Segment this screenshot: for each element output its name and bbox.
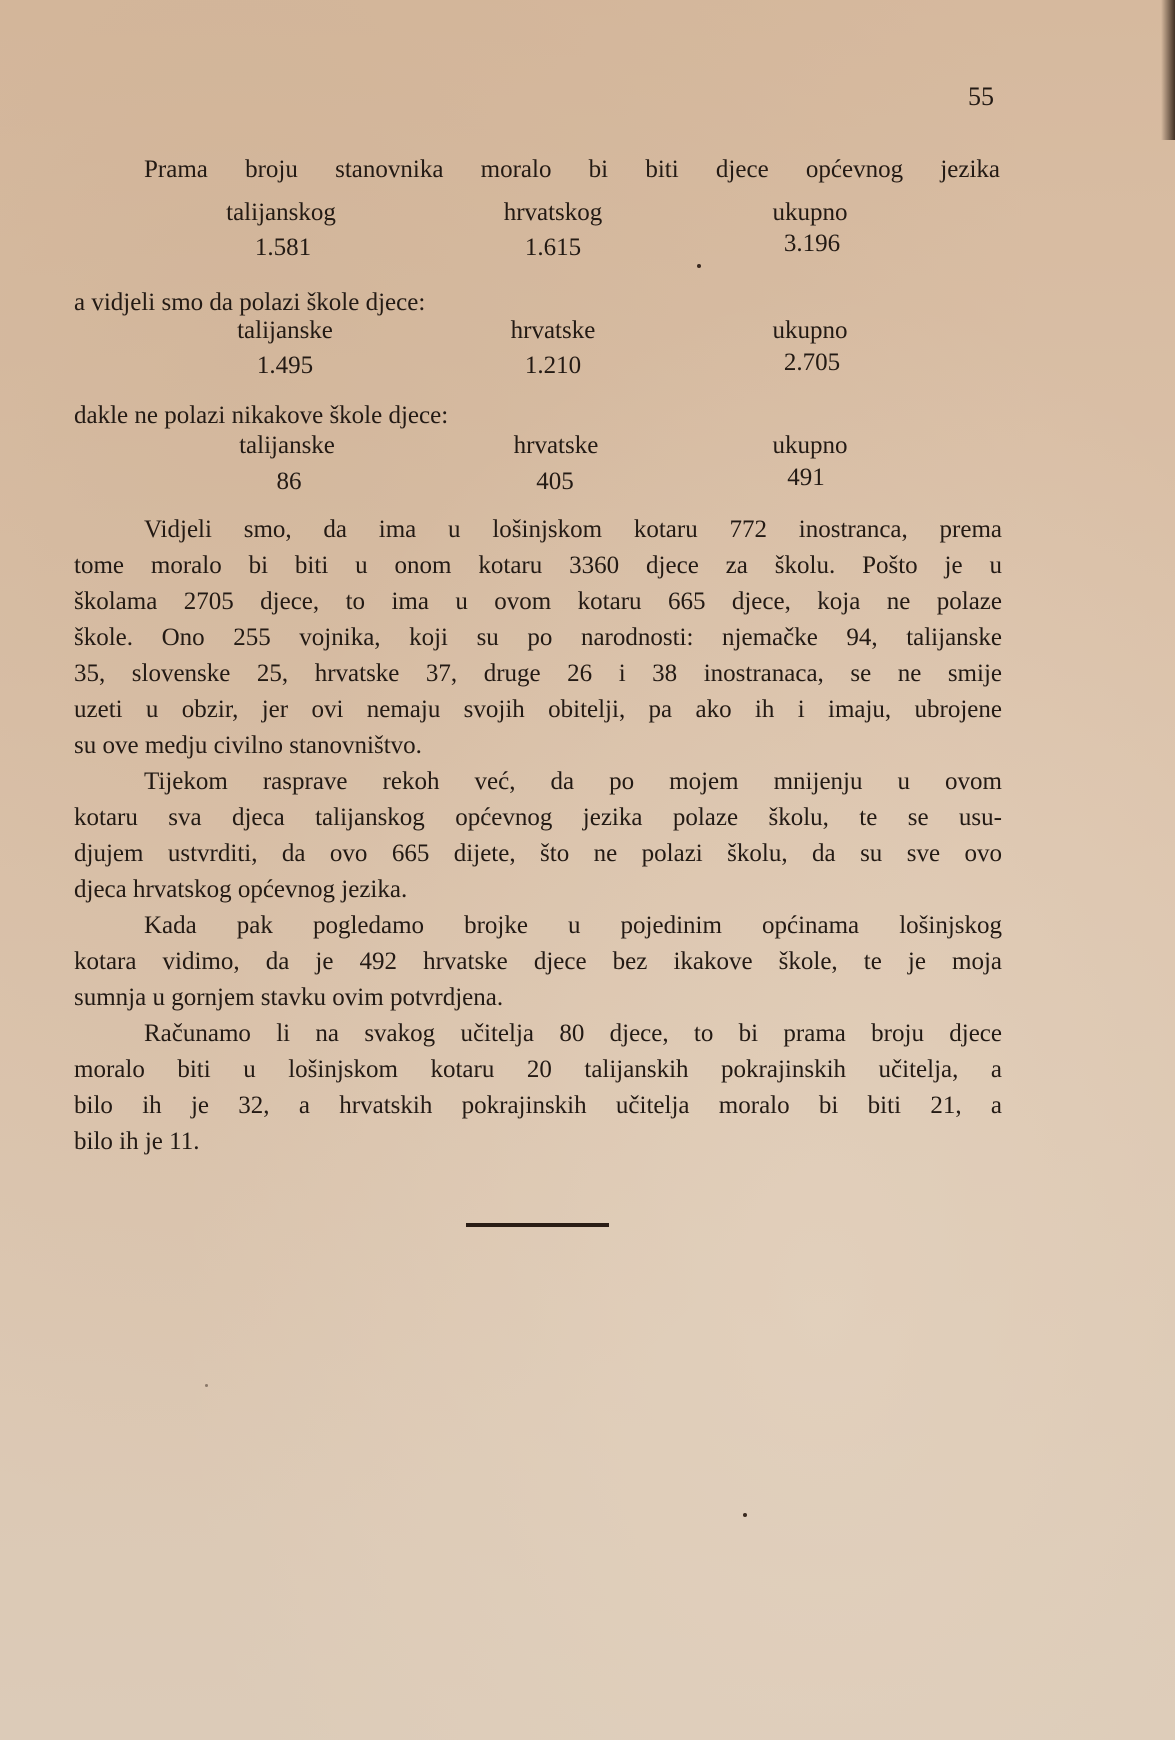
page-edge-shadow <box>1161 0 1175 140</box>
page-number: 55 <box>968 82 994 111</box>
table3-value-italian: 86 <box>276 468 302 495</box>
paragraph-line: školama 2705 djece, to ima u ovom kotaru 665 djece, koja ne polaze <box>74 588 1002 615</box>
line-not-attending-school: dakle ne polazi nikakove škole djece: <box>74 402 449 429</box>
paragraph-line: moralo biti u lošinjskom kotaru 20 talijanskih pokrajinskih učitelja, a <box>74 1056 1002 1083</box>
paragraph-line: Računamo li na svakog učitelja 80 djece, to bi prama broju djece <box>144 1020 1002 1047</box>
table2-header-total: ukupno <box>772 317 848 344</box>
table3-header-total: ukupno <box>772 432 848 459</box>
paragraph-line: su ove medju civilno stanovništvo. <box>74 732 422 759</box>
paragraph-line: bilo ih je 32, a hrvatskih pokrajinskih učitelja moralo bi biti 21, a <box>74 1092 1002 1119</box>
paragraph-line: škole. Ono 255 vojnika, koji su po narodnosti: njemačke 94, talijanske <box>74 624 1002 651</box>
line-attending-school: a vidjeli smo da polazi škole djece: <box>74 289 426 316</box>
table1-header-italian: talijanskog <box>226 199 336 226</box>
paragraph-line: djeca hrvatskog općevnog jezika. <box>74 876 408 903</box>
table2-value-italian: 1.495 <box>256 352 314 379</box>
table2-header-italian: talijanske <box>237 317 333 344</box>
table1-header-total: ukupno <box>772 199 848 226</box>
table1-header-croatian: hrvatskog <box>503 199 603 226</box>
intro-line: Prama broju stanovnika moralo bi biti djece općevnog jezika <box>144 156 1000 183</box>
paragraph-line: Tijekom rasprave rekoh već, da po mojem mnijenju u ovom <box>144 768 1002 795</box>
paragraph-line: bilo ih je 11. <box>74 1128 200 1155</box>
paper-speck <box>743 1513 747 1517</box>
table1-value-total: 3.196 <box>783 230 841 257</box>
paragraph-line: kotara vidimo, da je 492 hrvatske djece bez ikakove škole, te je moja <box>74 948 1002 975</box>
paragraph-line: kotaru sva djeca talijanskog općevnog jezika polaze školu, te se usu- <box>74 804 1002 831</box>
paragraph-line: tome moralo bi biti u onom kotaru 3360 djece za školu. Pošto je u <box>74 552 1002 579</box>
paper-speck <box>205 1384 208 1387</box>
paragraph-line: uzeti u obzir, jer ovi nemaju svojih obitelji, pa ako ih i imaju, ubrojene <box>74 696 1002 723</box>
table3-value-croatian: 405 <box>536 468 574 495</box>
paper-speck <box>697 264 701 268</box>
table3-value-total: 491 <box>787 464 825 491</box>
table1-value-italian: 1.581 <box>254 234 312 261</box>
paragraph-line: Kada pak pogledamo brojke u pojedinim općinama lošinjskog <box>144 912 1002 939</box>
table2-value-total: 2.705 <box>783 349 841 376</box>
table3-header-croatian: hrvatske <box>513 432 599 459</box>
table2-header-croatian: hrvatske <box>510 317 596 344</box>
paragraph-line: 35, slovenske 25, hrvatske 37, druge 26 i 38 inostranaca, se ne smije <box>74 660 1002 687</box>
table2-value-croatian: 1.210 <box>524 352 582 379</box>
section-end-rule <box>466 1223 609 1227</box>
paragraph-line: sumnja u gornjem stavku ovim potvrdjena. <box>74 984 504 1011</box>
paragraph-line: Vidjeli smo, da ima u lošinjskom kotaru 772 inostranca, prema <box>144 516 1002 543</box>
paragraph-line: djujem ustvrditi, da ovo 665 dijete, što ne polazi školu, da su sve ovo <box>74 840 1002 867</box>
table1-value-croatian: 1.615 <box>524 234 582 261</box>
table3-header-italian: talijanske <box>239 432 335 459</box>
